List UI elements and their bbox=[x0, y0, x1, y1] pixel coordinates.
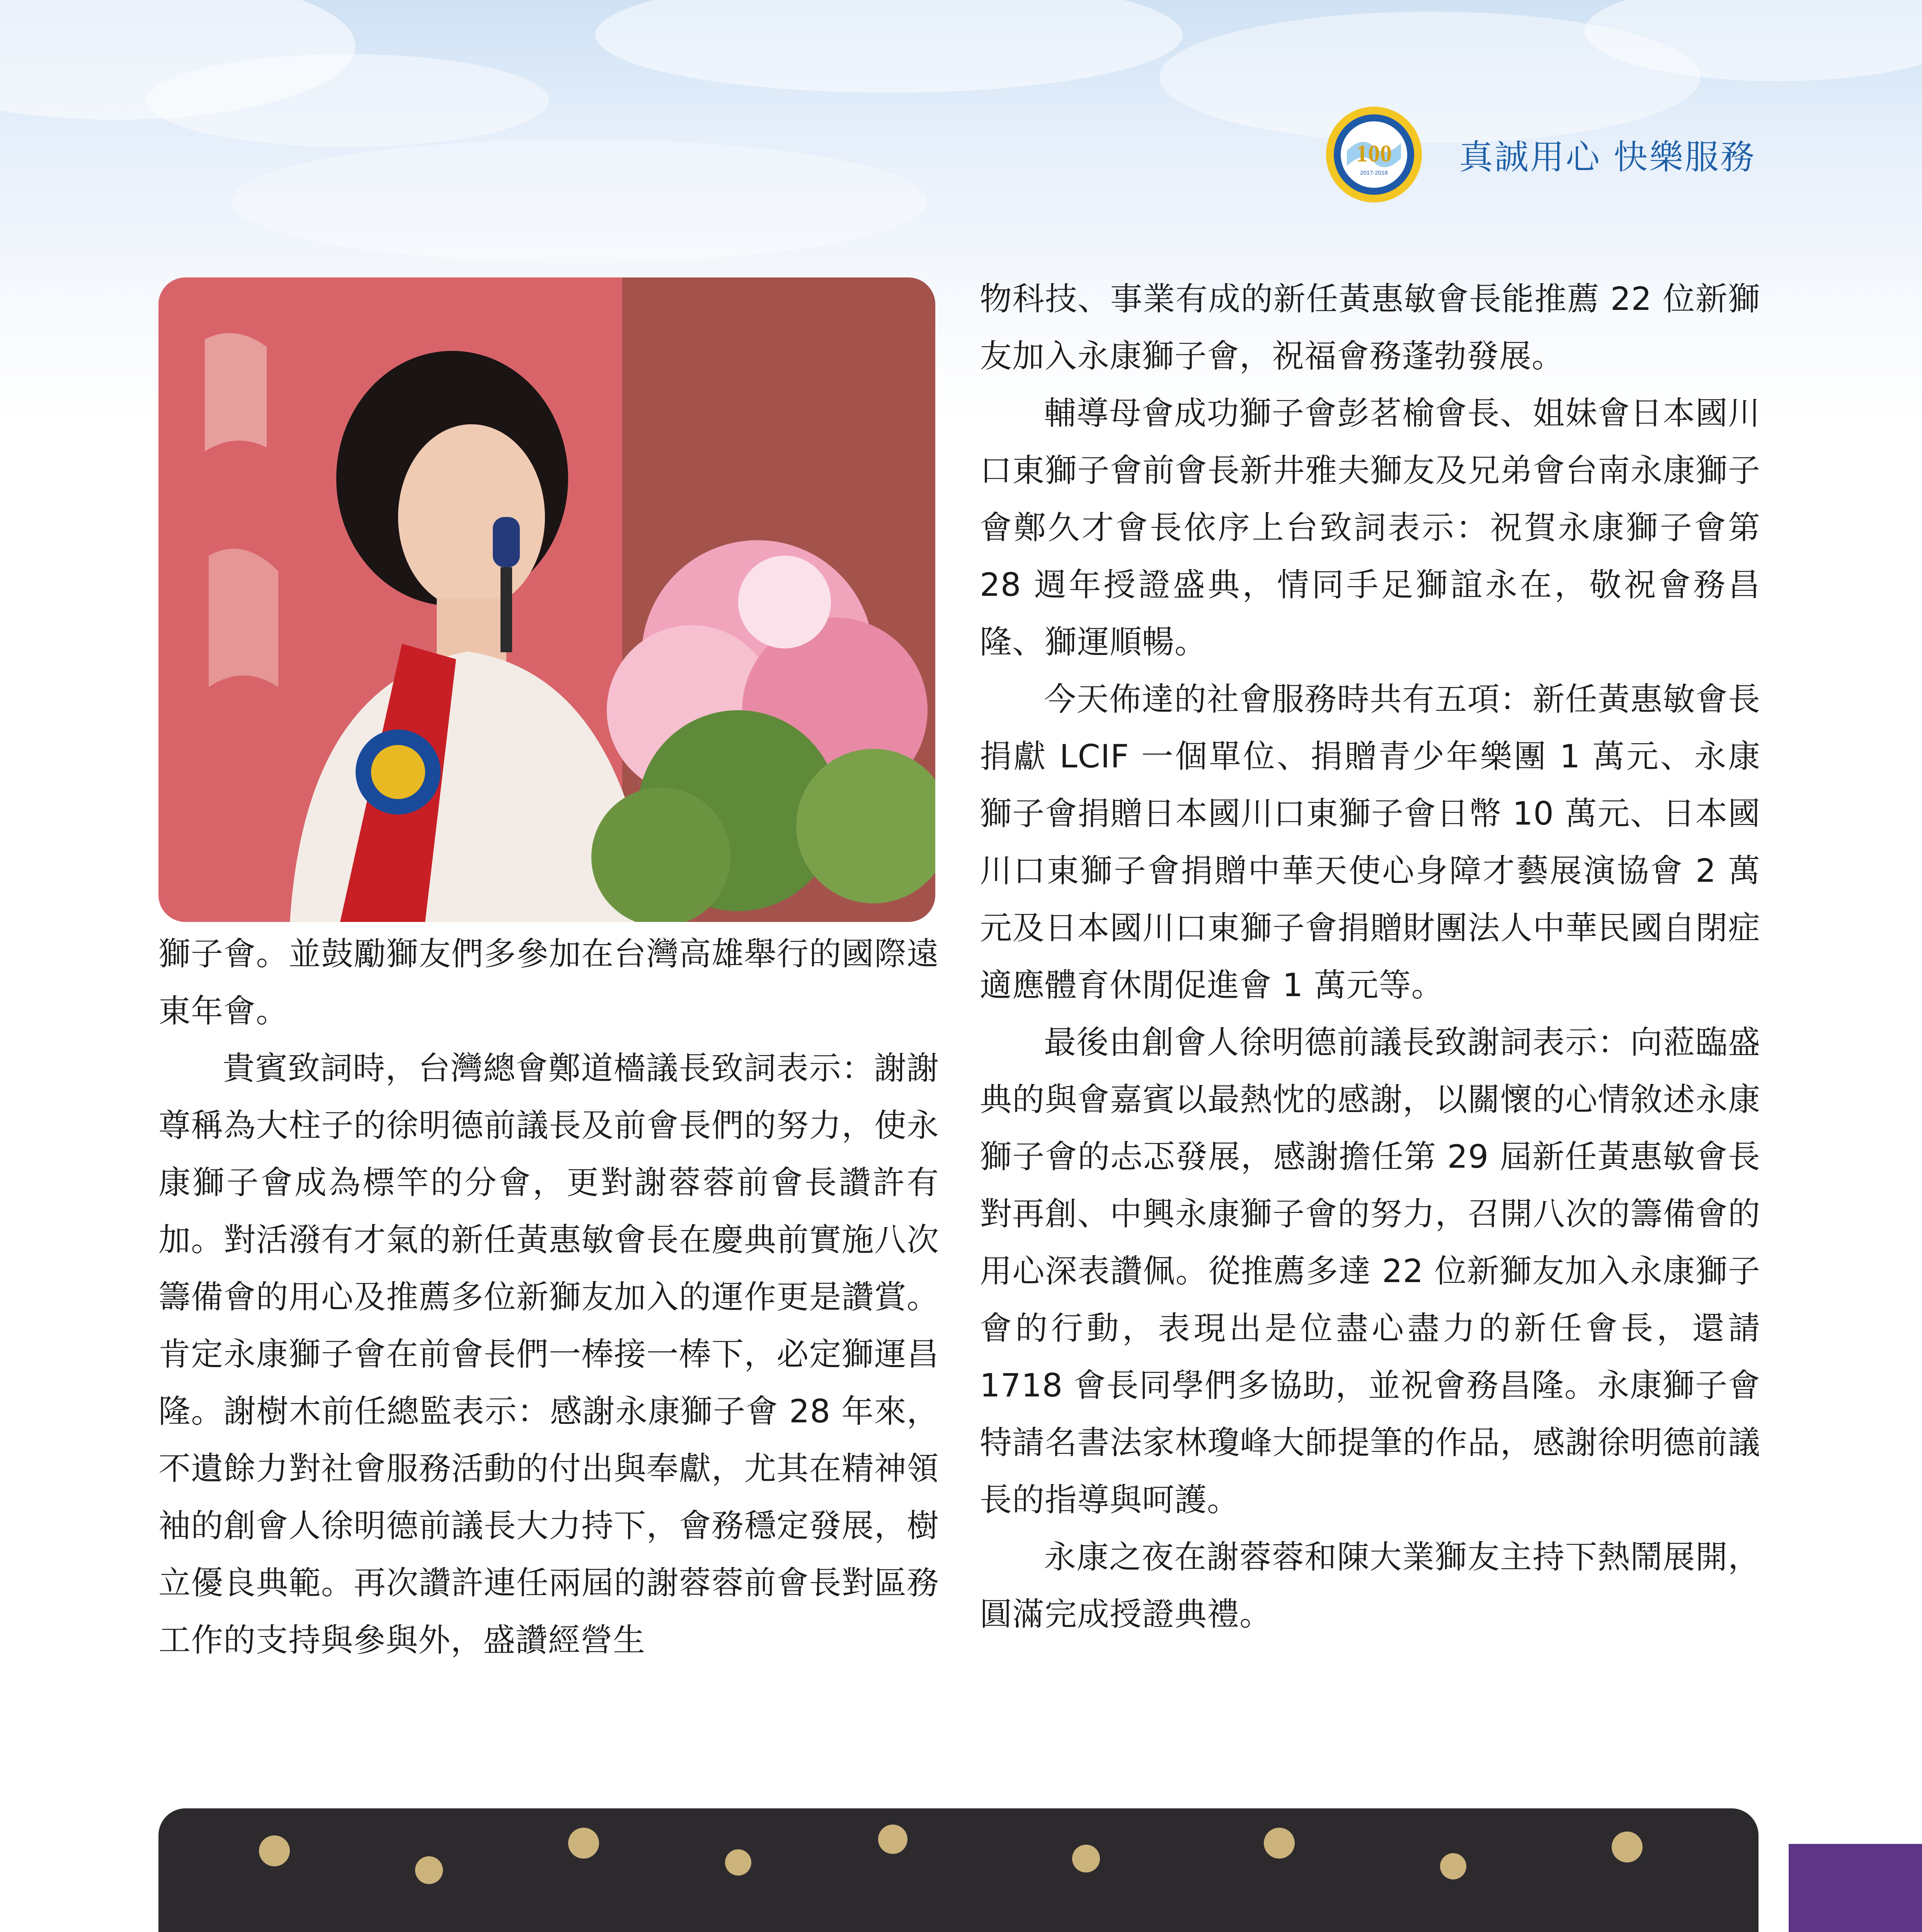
svg-text:300-A1: 300-A1 bbox=[1364, 187, 1384, 194]
svg-text:100: 100 bbox=[1356, 141, 1392, 167]
section-side-tab bbox=[1789, 1844, 1922, 1932]
paragraph: 貴賓致詞時，台灣總會鄭道檣議長致詞表示：謝謝尊稱為大柱子的徐明德前議長及前會長們的努力，使永康獅子會成為標竿的分會，更對謝蓉蓉前會長讚許有加。對活潑有才氣的新任黃惠敏會長在慶典前實施八次籌備會的用心及推薦多位新獅友加入的運作更是讚賞。肯定永康獅子會在前會長們一棒接一棒下，必定獅運昌隆。謝樹木前任總監表示：感謝永康獅子會 28 年來，不遺餘力對社會服務活動的付出與奉獻，尤其在精神領袖的創會人徐明德前議長大力持下，會務穩定發展，樹立優良典範。再次讚許連任兩屆的謝蓉蓉前會長對區務工作的支持與參與外，盛讚經營生 bbox=[158, 1049, 939, 1659]
page-slogan: 真誠用心 快樂服務 bbox=[1459, 137, 1756, 177]
oath-ceremony-photo bbox=[158, 1808, 1759, 1932]
paragraph: 輔導母會成功獅子會彭茗榆會長、姐妹會日本國川口東獅子會前會長新井雅夫獅友及兄弟會台南永康獅子會鄭久才會長依序上台致詞表示：祝賀永康獅子會第 28 週年授證盛典，情同手足獅誼永在，敬祝會務昌隆、獅運順暢。 bbox=[980, 395, 1760, 661]
article-right-column bbox=[980, 270, 1760, 1643]
paragraph: 最後由創會人徐明德前議長致謝詞表示：向蒞臨盛典的與會嘉賓以最熱忱的感謝，以關懷的心情敘述永康獅子會的忐忑發展，感謝擔任第 29 屆新任黃惠敏會長對再創、中興永康獅子會的努力，召開八次的籌備會的用心深表讚佩。從推薦多達 22 位新獅友加入永康獅子會的行動，表現出是位盡心盡力的新任會長，還請 1718 會長同學們多協助，並祝會務昌隆。永康獅子會特請名書法家林瓊峰大師提筆的作品，感謝徐明德前議長的指導與呵護。 bbox=[980, 1024, 1760, 1519]
speaker-photo bbox=[158, 277, 935, 922]
paragraph: 獅子會。並鼓勵獅友們多參加在台灣高雄舉行的國際遠東年會。 bbox=[158, 935, 939, 1030]
paragraph: 物科技、事業有成的新任黃惠敏會長能推薦 22 位新獅友加入永康獅子會，祝福會務蓬勃發展。 bbox=[980, 280, 1760, 375]
svg-text:2017-2018: 2017-2018 bbox=[1360, 170, 1388, 176]
paragraph: 永康之夜在謝蓉蓉和陳大業獅友主持下熱鬧展開，圓滿完成授證典禮。 bbox=[980, 1538, 1760, 1633]
page-header bbox=[1324, 104, 1756, 205]
lions-100-emblem-icon bbox=[1324, 104, 1424, 205]
article-left-column bbox=[158, 925, 939, 1669]
paragraph: 今天佈達的社會服務時共有五項：新任黃惠敏會長捐獻 LCIF 一個單位、捐贈青少年樂團 1 萬元、永康獅子會捐贈日本國川口東獅子會日幣 10 萬元、日本國川口東獅子會捐贈中華天使心身障才藝展演協會 2 萬元及日本國川口東獅子會捐贈財團法人中華民國自閉症適應體育休閒促進會 1 萬元等。 bbox=[980, 680, 1760, 1004]
